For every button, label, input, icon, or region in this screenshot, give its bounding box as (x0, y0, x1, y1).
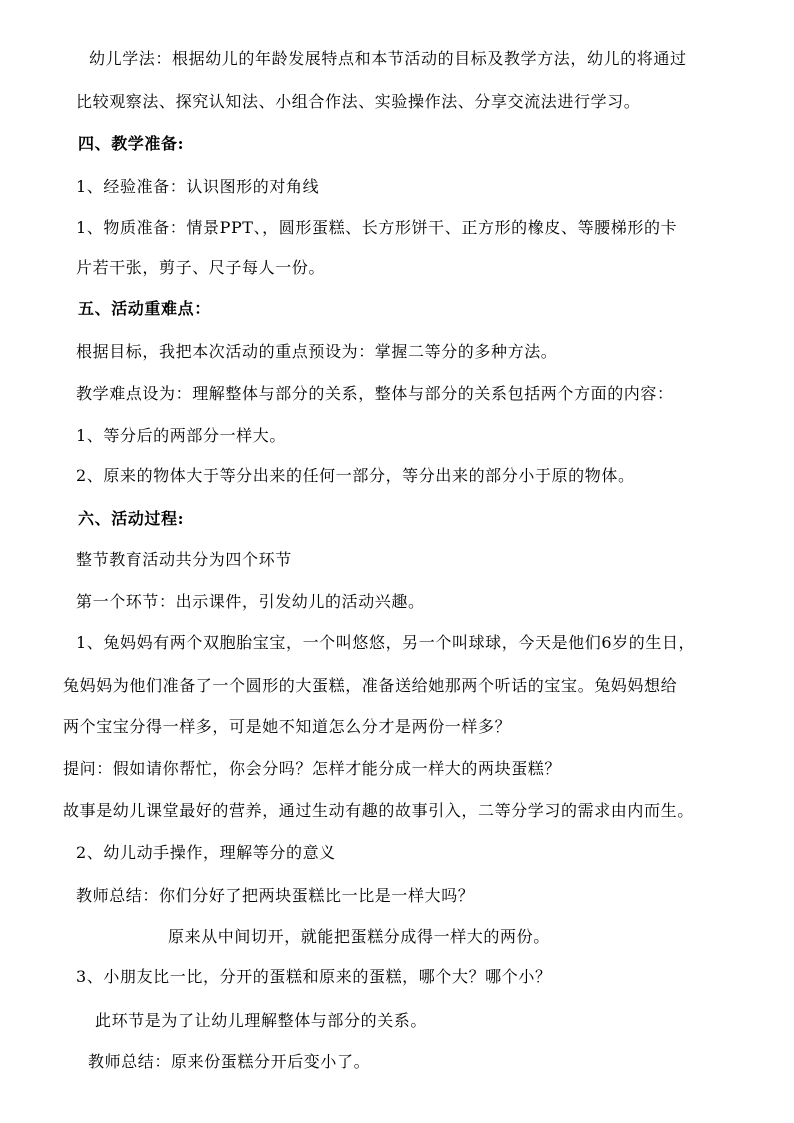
learning-method-line-2: 比较观察法、探究认知法、小组合作法、实验操作法、分享交流法进行学习。 (76, 92, 641, 111)
question: 提问：假如请你帮忙，你会分吗？怎样才能分成一样大的两块蛋糕？ (63, 759, 562, 778)
teacher-summary-1: 教师总结：你们分好了把两块蛋糕比一比是一样大吗？ (76, 886, 475, 905)
step-3: 3、小朋友比一比，分开的蛋糕和原来的蛋糕，哪个大？哪个小？ (76, 967, 552, 986)
difficulty: 教学难点设为：理解整体与部分的关系，整体与部分的关系包括两个方面的内容： (76, 384, 674, 403)
difficulty-item-2: 2、原来的物体大于等分出来的任何一部分，等分出来的部分小于原的物体。 (76, 466, 635, 485)
learning-method-line-1: 幼儿学法：根据幼儿的年龄发展特点和本节活动的目标及教学方法，幼儿的将通过 (89, 49, 687, 68)
experience-prep: 1、经验准备：认识图形的对角线 (76, 177, 320, 196)
material-prep-line-2: 片若干张，剪子、尺子每人一份。 (76, 258, 326, 277)
story-line-3: 两个宝宝分得一样多，可是她不知道怎么分才是两份一样多？ (63, 717, 512, 736)
difficulty-item-1: 1、等分后的两部分一样大。 (76, 426, 286, 445)
stage-1: 第一个环节：出示课件，引发幼儿的活动兴趣。 (76, 592, 425, 611)
material-prep-line-1: 1、物质准备：情景PPT、，圆形蛋糕、长方形饼干、正方形的橡皮、等腰梯形的卡 (76, 218, 678, 237)
key-point: 根据目标，我把本次活动的重点预设为：掌握二等分的多种方法。 (76, 342, 558, 361)
activity-overview: 整节教育活动共分为四个环节 (76, 550, 292, 569)
step-3-note: 此环节是为了让幼儿理解整体与部分的关系。 (95, 1011, 428, 1030)
story-line-1: 1、兔妈妈有两个双胞胎宝宝，一个叫悠悠，另一个叫球球，今天是他们6岁的生日， (76, 633, 696, 652)
teacher-summary-1-continuation: 原来从中间切开，就能把蛋糕分成得一样大的两份。 (168, 927, 550, 946)
story-line-2: 兔妈妈为他们准备了一个圆形的大蛋糕，准备送给她那两个听话的宝宝。兔妈妈想给 (63, 676, 678, 695)
teacher-summary-2: 教师总结：原来份蛋糕分开后变小了。 (88, 1052, 371, 1071)
story-note: 故事是幼儿课堂最好的营养，通过生动有趣的故事引入，二等分学习的需求由内而生。 (63, 801, 694, 820)
section-5-heading: 五、活动重难点： (78, 299, 211, 318)
step-2: 2、幼儿动手操作，理解等分的意义 (76, 843, 336, 862)
section-6-heading: 六、活动过程: (78, 509, 185, 528)
section-4-heading: 四、教学准备: (78, 134, 185, 153)
